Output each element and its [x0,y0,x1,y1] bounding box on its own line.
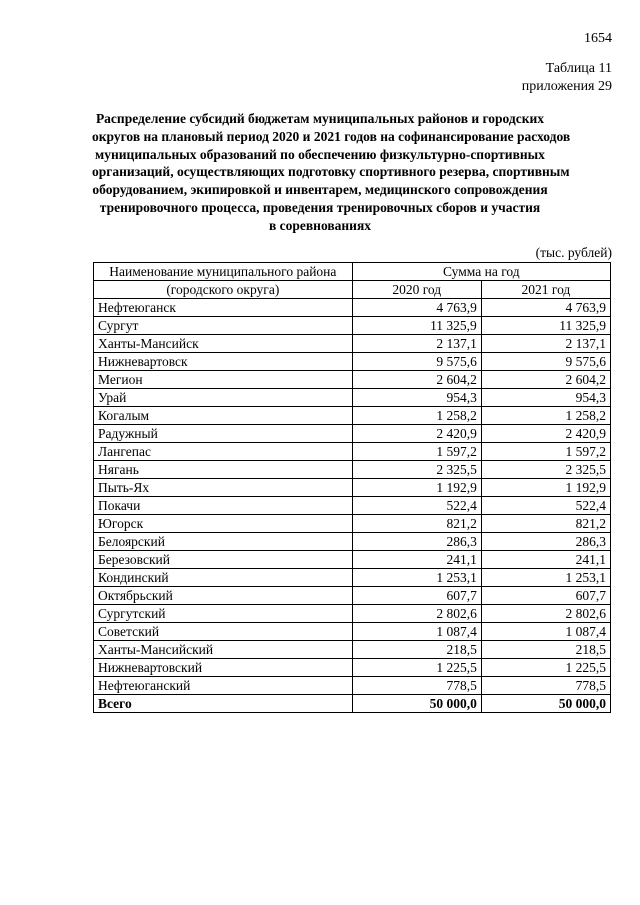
table-row [94,425,611,443]
amount-2021: 1 258,2 [481,407,610,425]
table-row [94,407,611,425]
amount-2020: 1 087,4 [352,623,481,641]
amount-2020: 286,3 [352,533,481,551]
municipality-name: Кондинский [94,569,353,587]
municipality-name: Урай [94,389,353,407]
amount-2021: 286,3 [481,533,610,551]
table-row [94,353,611,371]
table-header-row [94,281,611,299]
amount-2020: 522,4 [352,497,481,515]
title-line: в соревнованиях [268,217,372,233]
municipality-name: Нижневартовск [94,353,353,371]
title-line: тренировочного процесса, проведения тренировочных сборов и участия [99,199,541,215]
amount-2021: 954,3 [481,389,610,407]
table-row [94,623,611,641]
table-header-row [94,263,611,281]
table-row [94,587,611,605]
amount-2020: 2 325,5 [352,461,481,479]
page-number: 1654 [584,31,612,46]
amount-2021: 1 597,2 [481,443,610,461]
header-name-line2: (городского округа) [94,281,353,299]
table-row [94,317,611,335]
table-row [94,335,611,353]
amount-2020: 1 253,1 [352,569,481,587]
header-name-line1: Наименование муниципального района [94,263,353,281]
amount-2020: 2 137,1 [352,335,481,353]
municipality-name: Югорск [94,515,353,533]
table-label: Таблица 11 [545,61,612,76]
table-row [94,605,611,623]
title-line: оборудованием, экипировкой и инвентарем, медицинского сопровождения [92,182,548,198]
municipality-name: Лангепас [94,443,353,461]
table-row [94,479,611,497]
total-label: Всего [94,695,353,713]
subsidies-table [93,262,611,713]
municipality-name: Сургут [94,317,353,335]
title-line: Распределение субсидий бюджетам муниципальных районов и городских [95,111,545,126]
amount-2021: 241,1 [481,551,610,569]
municipality-name: Мегион [94,371,353,389]
amount-2020: 1 225,5 [352,659,481,677]
municipality-name: Нефтеюганск [94,299,353,317]
amount-2021: 11 325,9 [481,317,610,335]
amount-2021: 778,5 [481,677,610,695]
annex-label: приложения 29 [521,79,612,94]
table-row [94,569,611,587]
amount-2021: 607,7 [481,587,610,605]
amount-2020: 218,5 [352,641,481,659]
total-row [94,695,611,713]
amount-2020: 4 763,9 [352,299,481,317]
municipality-name: Когалым [94,407,353,425]
amount-2020: 1 258,2 [352,407,481,425]
title-line: организаций, осуществляющих подготовку спортивного резерва, спортивным [92,164,570,180]
amount-2020: 2 420,9 [352,425,481,443]
amount-2020: 2 604,2 [352,371,481,389]
municipality-name: Нижневартовский [94,659,353,677]
amount-2020: 11 325,9 [352,317,481,335]
header-year-2020: 2020 год [352,281,481,299]
amount-2020: 954,3 [352,389,481,407]
municipality-name: Пыть-Ях [94,479,353,497]
municipality-name: Покачи [94,497,353,515]
total-2021: 50 000,0 [481,695,610,713]
table-row [94,299,611,317]
table-reference [522,60,612,96]
amount-2021: 1 087,4 [481,623,610,641]
title-line: округов на плановый период 2020 и 2021 годов на софинансирование расходов [92,128,571,144]
amount-2020: 1 192,9 [352,479,481,497]
amount-2021: 9 575,6 [481,353,610,371]
municipality-name: Октябрьский [94,587,353,605]
title-line: муниципальных образований по обеспечению физкультурно-спортивных [95,146,545,162]
amount-2021: 1 253,1 [481,569,610,587]
amount-2021: 2 325,5 [481,461,610,479]
units-label: (тыс. рублей) [535,245,612,260]
table-row [94,659,611,677]
amount-2021: 522,4 [481,497,610,515]
amount-2021: 2 802,6 [481,605,610,623]
amount-2021: 2 420,9 [481,425,610,443]
table-row [94,389,611,407]
amount-2021: 218,5 [481,641,610,659]
table-row [94,443,611,461]
municipality-name: Ханты-Мансийск [94,335,353,353]
table-row [94,461,611,479]
amount-2021: 4 763,9 [481,299,610,317]
municipality-name: Березовский [94,551,353,569]
amount-2021: 821,2 [481,515,610,533]
total-2020: 50 000,0 [352,695,481,713]
municipality-name: Нефтеюганский [94,677,353,695]
amount-2020: 9 575,6 [352,353,481,371]
amount-2020: 607,7 [352,587,481,605]
amount-2020: 241,1 [352,551,481,569]
table-row [94,641,611,659]
amount-2020: 2 802,6 [352,605,481,623]
header-year-2021: 2021 год [481,281,610,299]
amount-2020: 1 597,2 [352,443,481,461]
header-sum: Сумма на год [352,263,610,281]
amount-2020: 821,2 [352,515,481,533]
amount-2021: 2 137,1 [481,335,610,353]
table-body [94,299,611,695]
table-row [94,497,611,515]
document-title [92,110,571,235]
amount-2021: 1 192,9 [481,479,610,497]
amount-2020: 778,5 [352,677,481,695]
amount-2021: 2 604,2 [481,371,610,389]
amount-2021: 1 225,5 [481,659,610,677]
table-row [94,533,611,551]
municipality-name: Ханты-Мансийский [94,641,353,659]
table-row [94,677,611,695]
municipality-name: Радужный [94,425,353,443]
table-row [94,371,611,389]
municipality-name: Советский [94,623,353,641]
municipality-name: Сургутский [94,605,353,623]
municipality-name: Белоярский [94,533,353,551]
table-row [94,515,611,533]
municipality-name: Нягань [94,461,353,479]
table-row [94,551,611,569]
